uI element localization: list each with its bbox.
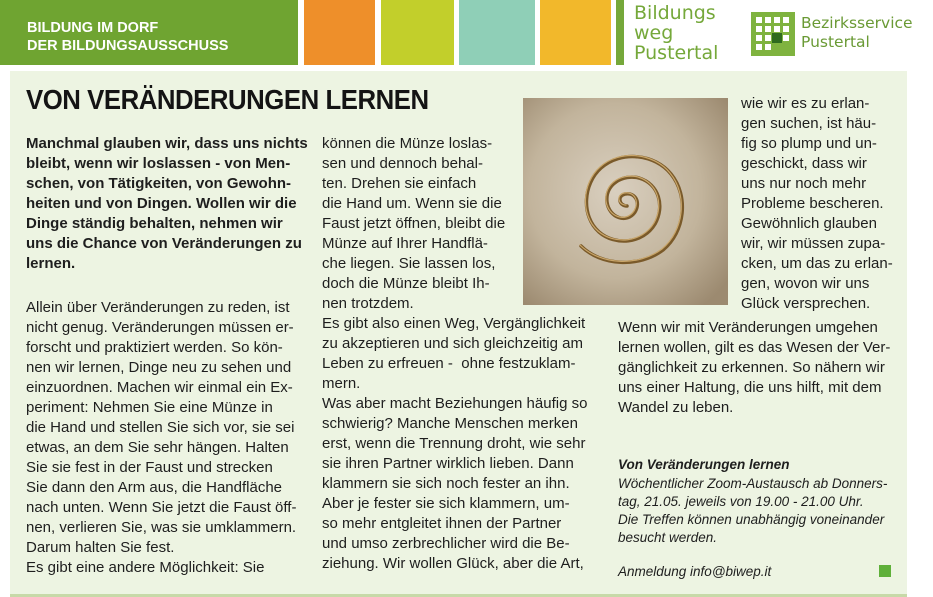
- text-line: nen, verlieren Sie, was sie umklammern.: [26, 519, 297, 536]
- color-block-mint: [459, 0, 535, 65]
- text-line: etwas, an dem Sie sehr hängen. Halten: [26, 439, 289, 456]
- text-line: Probleme bescheren.: [741, 195, 884, 212]
- text-line: gen suchen, ist häu-: [741, 115, 877, 132]
- color-block-lime: [381, 0, 454, 65]
- article-title: VON VERÄNDERUNGEN LERNEN: [26, 84, 429, 115]
- color-block-yellow: [540, 0, 611, 65]
- text-line: nen trotzdem.: [322, 295, 414, 312]
- text-line: uns nur noch mehr: [741, 175, 867, 192]
- text-line: Was aber macht Beziehungen häufig so: [322, 395, 588, 412]
- spiral-stone-image: [523, 98, 728, 305]
- text-line: heiten und von Dingen. Wollen wir die: [26, 195, 297, 212]
- text-line: gänglichkeit zu erkennen. So nähern wir: [618, 359, 885, 376]
- bezirksservice-text: Bezirksservice Pustertal: [801, 14, 913, 51]
- text-line: Faust jetzt öffnen, bleibt die: [322, 215, 506, 232]
- bezirksservice-logo-icon: [751, 12, 795, 56]
- text-line: Es gibt also einen Weg, Vergänglichkeit: [322, 315, 586, 332]
- color-block-orange: [304, 0, 375, 65]
- text-line: Wöchentlicher Zoom-Austausch ab Donners-: [618, 476, 888, 491]
- text-line: sie ihren Partner wirklich lieben. Dann: [322, 455, 574, 472]
- text-line: Sie dann den Arm aus, die Handfläche: [26, 479, 283, 496]
- text-line: tag, 21.05. jeweils von 19.00 - 21.00 Uhr.: [618, 494, 864, 509]
- text-line: lernen wollen, gilt es das Wesen der Ver-: [618, 339, 891, 356]
- text-line: Sie sie fest in der Faust und strecken: [26, 459, 273, 476]
- text-line: wie wir es zu erlan-: [741, 95, 870, 112]
- text-line: die Hand und stellen Sie sich vor, sie sei: [26, 419, 295, 436]
- text-line: zu akzeptieren und sich gleichzeitig am: [322, 335, 583, 352]
- bildungsweg-logo: Bildungs weg Pustertal: [634, 2, 719, 64]
- text-line: uns die Chance von Veränderungen zu: [26, 235, 302, 252]
- text-line: doch die Münze bleibt Ih-: [322, 275, 490, 292]
- text-line: Münze auf Ihrer Handflä-: [322, 235, 488, 252]
- text-line: periment: Nehmen Sie eine Münze in: [26, 399, 273, 416]
- text-line: einzuordnen. Machen wir einmal ein Ex-: [26, 379, 293, 396]
- text-line: Wandel zu leben.: [618, 399, 734, 416]
- text-line: so mehr entgleitet ihnen der Partner: [322, 515, 562, 532]
- text-line: Die Treffen können unabhängig voneinander: [618, 512, 885, 527]
- header-line-1: BILDUNG IM DORF: [27, 20, 159, 36]
- registration-contact: Anmeldung info@biwep.it: [618, 564, 772, 579]
- text-line: Leben zu erfreuen - ohne festzuklam-: [322, 355, 576, 372]
- event-title: Von Veränderungen lernen: [618, 457, 790, 472]
- text-line: gen, wovon wir uns: [741, 275, 870, 292]
- text-line: und umso zerbrechlicher wird die Be-: [322, 535, 570, 552]
- text-line: sen und dennoch behal-: [322, 155, 483, 172]
- text-line: nicht genug. Veränderungen müssen er-: [26, 319, 294, 336]
- header-line-2: DER BILDUNGSAUSSCHUSS: [27, 38, 229, 54]
- section-header: [0, 0, 298, 65]
- text-line: che liegen. Sie lassen los,: [322, 255, 496, 272]
- text-line: bleibt, wenn wir loslassen - von Men-: [26, 155, 291, 172]
- text-line: Allein über Veränderungen zu reden, ist: [26, 299, 290, 316]
- text-line: schen, von Tätigkeiten, von Gewohn-: [26, 175, 292, 192]
- text-line: Aber je fester sie sich klammern, um-: [322, 495, 570, 512]
- text-line: mern.: [322, 375, 361, 392]
- text-line: können die Münze loslas-: [322, 135, 493, 152]
- text-line: nen wir lernen, Dinge neu zu sehen und: [26, 359, 292, 376]
- text-line: erst, wenn die Trennung droht, wie sehr: [322, 435, 586, 452]
- text-line: ten. Drehen sie einfach: [322, 175, 477, 192]
- text-line: lernen.: [26, 255, 76, 272]
- text-line: nach unten. Wenn Sie jetzt die Faust öff-: [26, 499, 297, 516]
- text-line: wir, wir müssen zupa-: [741, 235, 886, 252]
- text-line: forscht und praktiziert werden. So kön-: [26, 339, 283, 356]
- text-line: geschickt, dass wir: [741, 155, 867, 172]
- text-line: schwierig? Manche Menschen merken: [322, 415, 578, 432]
- column-3-text: [618, 318, 890, 418]
- text-line: klammern sie sich noch fester an ihn.: [322, 475, 570, 492]
- color-block-green: [616, 0, 624, 65]
- text-line: uns einer Haltung, die uns hilft, mit dem: [618, 379, 882, 396]
- text-line: fig so plump und un-: [741, 135, 877, 152]
- column-1-text: [26, 298, 296, 578]
- event-details: [618, 475, 887, 547]
- text-line: Glück versprechen.: [741, 295, 871, 312]
- text-line: Darum halten Sie fest.: [26, 539, 175, 556]
- text-line: Es gibt eine andere Möglichkeit: Sie: [26, 559, 265, 576]
- lead-paragraph: [26, 134, 308, 274]
- text-line: die Hand um. Wenn sie die: [322, 195, 502, 212]
- text-line: Wenn wir mit Veränderungen umgehen: [618, 319, 878, 336]
- text-line: besucht werden.: [618, 530, 718, 545]
- column-3-top-text: [741, 94, 893, 314]
- text-line: Manchmal glauben wir, dass uns nichts: [26, 135, 308, 152]
- text-line: cken, um das zu erlan-: [741, 255, 893, 272]
- end-square-icon: [879, 565, 891, 577]
- text-line: ziehung. Wir wollen Glück, aber die Art,: [322, 555, 584, 572]
- text-line: Gewöhnlich glauben: [741, 215, 877, 232]
- text-line: Dinge ständig behalten, nehmen wir: [26, 215, 283, 232]
